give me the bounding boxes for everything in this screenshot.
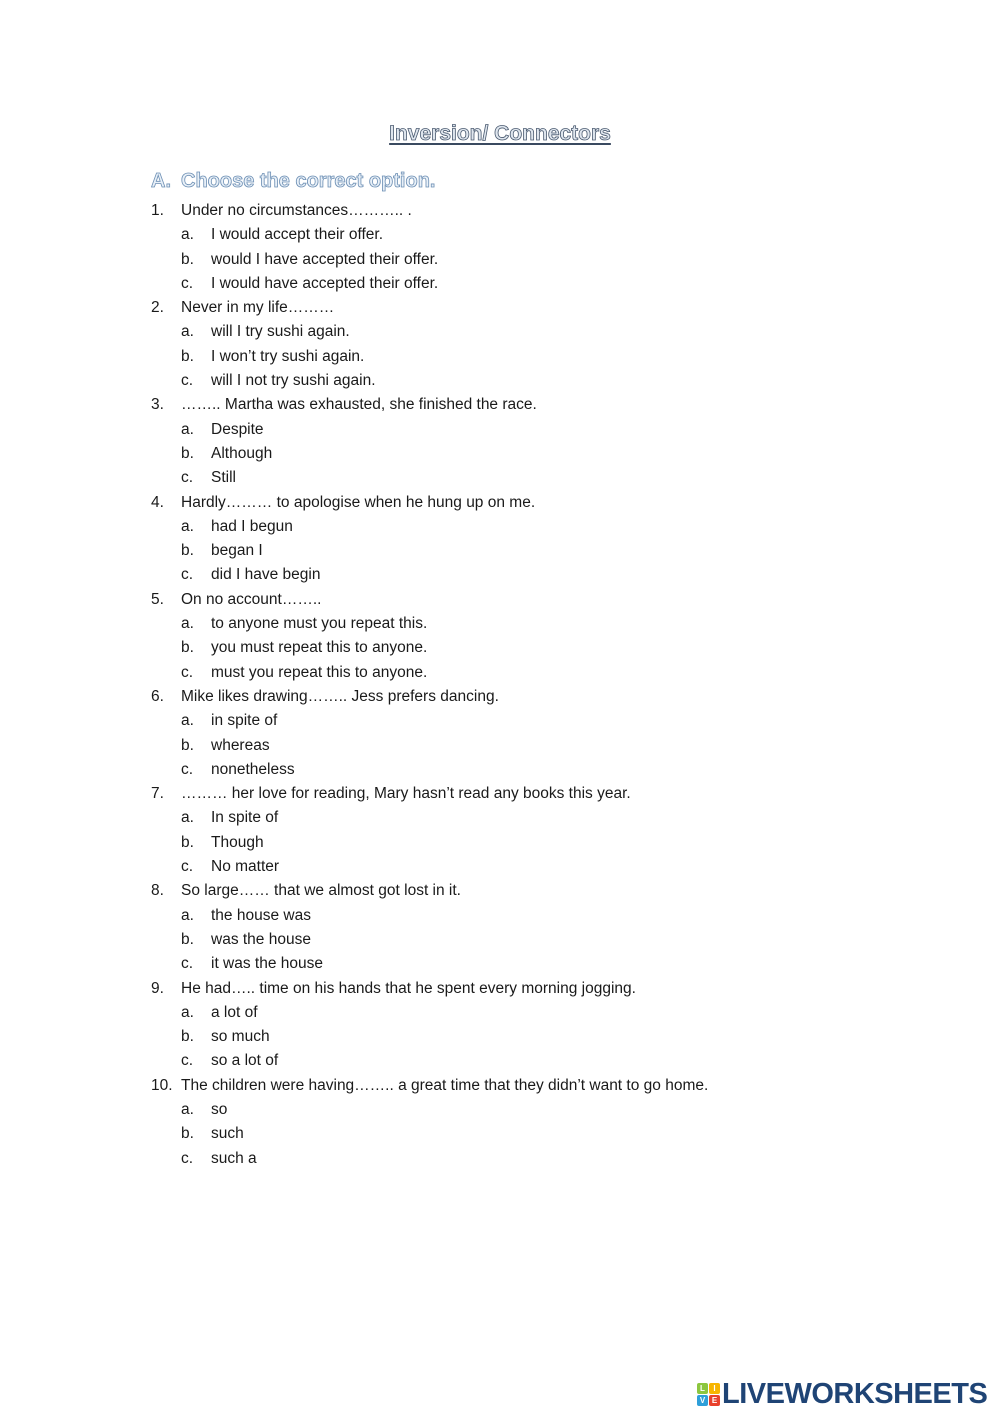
- option-letter: b.: [181, 347, 194, 365]
- option-text: so a lot of: [211, 1052, 279, 1070]
- question-text: Never in my life………: [181, 299, 335, 317]
- option-text: so: [211, 1100, 228, 1118]
- option-text: such: [211, 1125, 244, 1143]
- answer-option[interactable]: [151, 1049, 708, 1073]
- question-number: 6.: [151, 687, 164, 705]
- option-letter: c.: [181, 663, 194, 681]
- option-text: I would accept their offer.: [211, 226, 384, 244]
- question-number: 7.: [151, 785, 164, 803]
- answer-option[interactable]: [151, 345, 708, 369]
- answer-option[interactable]: [151, 223, 708, 247]
- question-text: On no account……..: [181, 590, 322, 608]
- section-letter: A.: [151, 170, 171, 192]
- question-number: 10.: [151, 1076, 173, 1094]
- option-letter: b.: [181, 444, 194, 462]
- option-letter: b.: [181, 930, 194, 948]
- option-text: In spite of: [211, 809, 279, 827]
- option-text: No matter: [211, 858, 280, 876]
- question: [151, 782, 708, 806]
- answer-option[interactable]: [151, 1025, 708, 1049]
- option-letter: b.: [181, 250, 194, 268]
- liveworksheets-logo: [697, 1378, 987, 1411]
- answer-option[interactable]: [151, 806, 708, 830]
- option-text: such a: [211, 1149, 257, 1167]
- question: [151, 977, 708, 1001]
- answer-option[interactable]: [151, 418, 708, 442]
- logo-tile: V: [697, 1395, 708, 1406]
- question: [151, 1074, 708, 1098]
- answer-option[interactable]: [151, 952, 708, 976]
- question: [151, 491, 708, 515]
- logo-tile: E: [709, 1395, 720, 1406]
- question-number: 1.: [151, 202, 164, 219]
- answer-option[interactable]: [151, 515, 708, 539]
- answer-option[interactable]: [151, 636, 708, 660]
- answer-option[interactable]: [151, 758, 708, 782]
- answer-option[interactable]: [151, 904, 708, 928]
- question: [151, 588, 708, 612]
- option-letter: a.: [181, 1003, 194, 1021]
- question-text: Mike likes drawing…….. Jess prefers dancing.: [181, 687, 499, 705]
- option-text: to anyone must you repeat this.: [211, 615, 428, 633]
- question-number: 5.: [151, 590, 164, 608]
- option-letter: c.: [181, 372, 194, 390]
- option-text: had I begun: [211, 517, 293, 535]
- option-text: did I have begin: [211, 566, 321, 584]
- option-text: you must repeat this to anyone.: [211, 639, 428, 657]
- option-text: so much: [211, 1028, 270, 1046]
- logo-tiles-icon: [697, 1383, 720, 1406]
- option-text: I won’t try sushi again.: [211, 347, 365, 365]
- option-letter: b.: [181, 833, 194, 851]
- question-text: Hardly……… to apologise when he hung up on me.: [181, 493, 536, 511]
- section-heading: [151, 170, 435, 193]
- option-text: I would have accepted their offer.: [211, 274, 439, 292]
- answer-option[interactable]: [151, 734, 708, 758]
- answer-option[interactable]: [151, 539, 708, 563]
- answer-option[interactable]: [151, 248, 708, 272]
- answer-option[interactable]: [151, 442, 708, 466]
- option-letter: c.: [181, 955, 194, 973]
- question-number: 4.: [151, 493, 164, 511]
- answer-option[interactable]: [151, 563, 708, 587]
- option-letter: a.: [181, 906, 194, 924]
- option-letter: c.: [181, 566, 194, 584]
- option-letter: a.: [181, 323, 194, 341]
- answer-option[interactable]: [151, 1122, 708, 1146]
- question-number: 9.: [151, 979, 164, 997]
- option-letter: b.: [181, 1028, 194, 1046]
- question: [151, 685, 708, 709]
- option-text: began I: [211, 542, 263, 560]
- answer-option[interactable]: [151, 369, 708, 393]
- option-text: whereas: [211, 736, 270, 754]
- answer-option[interactable]: [151, 1001, 708, 1025]
- question: [151, 393, 708, 417]
- answer-option[interactable]: [151, 855, 708, 879]
- answer-option[interactable]: [151, 612, 708, 636]
- answer-option[interactable]: [151, 1147, 708, 1171]
- option-text: nonetheless: [211, 760, 295, 778]
- option-letter: c.: [181, 1052, 194, 1070]
- answer-option[interactable]: [151, 661, 708, 685]
- question: [151, 296, 708, 320]
- question-number: 8.: [151, 882, 164, 900]
- option-text: in spite of: [211, 712, 278, 730]
- question-number: 3.: [151, 396, 164, 414]
- option-text: Still: [211, 469, 236, 487]
- option-letter: b.: [181, 542, 194, 560]
- option-text: Despite: [211, 420, 264, 438]
- option-text: must you repeat this to anyone.: [211, 663, 428, 681]
- answer-option[interactable]: [151, 831, 708, 855]
- question-text: So large…… that we almost got lost in it.: [181, 882, 461, 900]
- logo-tile: L: [697, 1383, 708, 1394]
- option-letter: b.: [181, 639, 194, 657]
- answer-option[interactable]: [151, 928, 708, 952]
- option-text: will I try sushi again.: [211, 323, 350, 341]
- answer-option[interactable]: [151, 320, 708, 344]
- answer-option[interactable]: [151, 709, 708, 733]
- section-instruction: Choose the correct option.: [181, 170, 436, 192]
- option-text: Although: [211, 444, 273, 462]
- option-letter: a.: [181, 226, 194, 244]
- question-text: ……… her love for reading, Mary hasn’t read any books this year.: [181, 785, 631, 803]
- answer-option[interactable]: [151, 272, 708, 296]
- logo-tile: I: [709, 1383, 720, 1394]
- question-number: 2.: [151, 299, 164, 317]
- option-text: it was the house: [211, 955, 324, 973]
- option-letter: a.: [181, 517, 194, 535]
- option-text: Though: [211, 833, 264, 851]
- option-letter: c.: [181, 858, 194, 876]
- option-letter: a.: [181, 1100, 194, 1118]
- question: [151, 199, 708, 223]
- option-letter: c.: [181, 1149, 194, 1167]
- question: [151, 879, 708, 903]
- option-letter: a.: [181, 712, 194, 730]
- worksheet-title: Inversion/ Connectors: [389, 122, 611, 145]
- option-text: the house was: [211, 906, 311, 924]
- option-letter: a.: [181, 420, 194, 438]
- question-text: Under no circumstances……….. .: [181, 202, 412, 219]
- logo-text: LIVEWORKSHEETS: [722, 1378, 988, 1410]
- question-list: [151, 199, 708, 1171]
- option-text: will I not try sushi again.: [211, 372, 376, 390]
- question-text: …….. Martha was exhausted, she finished the race.: [181, 396, 537, 414]
- option-letter: c.: [181, 469, 194, 487]
- question-text: The children were having…….. a great time that they didn’t want to go home.: [181, 1076, 709, 1094]
- option-letter: c.: [181, 760, 194, 778]
- question-text: He had….. time on his hands that he spent every morning jogging.: [181, 979, 636, 997]
- option-text: was the house: [211, 930, 311, 948]
- option-text: would I have accepted their offer.: [211, 250, 439, 268]
- answer-option[interactable]: [151, 1098, 708, 1122]
- option-letter: c.: [181, 274, 194, 292]
- option-letter: a.: [181, 615, 194, 633]
- option-text: a lot of: [211, 1003, 258, 1021]
- answer-option[interactable]: [151, 466, 708, 490]
- option-letter: b.: [181, 736, 194, 754]
- option-letter: a.: [181, 809, 194, 827]
- option-letter: b.: [181, 1125, 194, 1143]
